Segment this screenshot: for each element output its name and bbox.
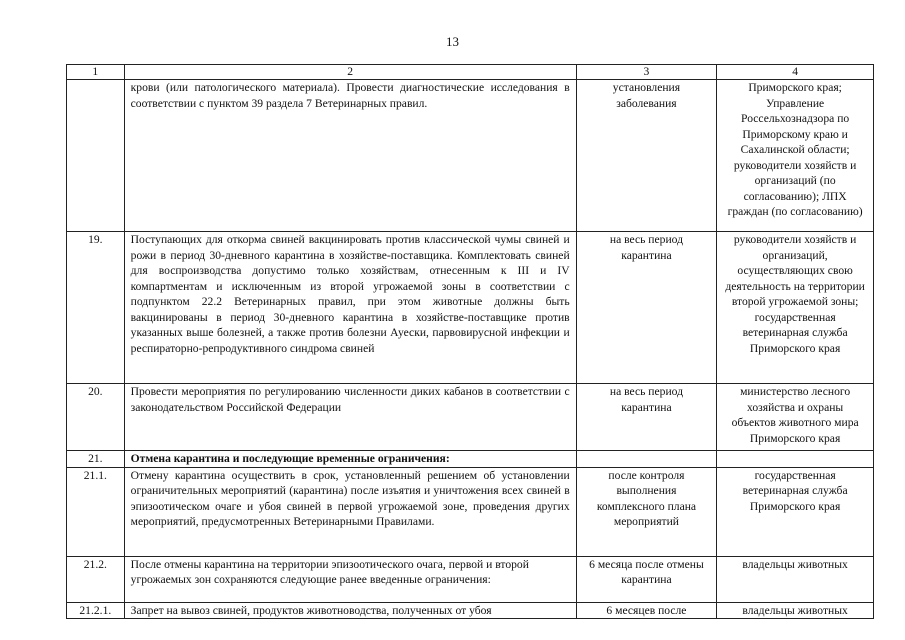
term-cell bbox=[576, 556, 717, 602]
responsible-line: ветеринарная служба bbox=[742, 326, 848, 339]
term-line: карантина bbox=[621, 248, 672, 262]
table-row bbox=[67, 451, 874, 468]
term-cell bbox=[576, 384, 717, 451]
responsible-cell bbox=[717, 451, 874, 468]
measure-text: Отмену карантина осуществить в срок, установленный решением об установлении ограничительных мероприятий (карантина) после изъятия и уничтожения всех свиней в эпизоотическом очаге и убоя свиней в первой угрожаемой зоне, проведения других мероприятий, предусмотренных Ветеринарными Правилами. bbox=[124, 467, 576, 556]
measure-text: Провести мероприятия по регулированию численности диких кабанов в соответствии с законодательством Российской Федерации bbox=[124, 384, 576, 451]
term-line: карантина bbox=[621, 573, 672, 586]
term-cell bbox=[576, 232, 717, 384]
responsible-line: Приморского края bbox=[749, 499, 841, 513]
responsible-line: Приморского края bbox=[749, 341, 841, 355]
section-heading: Отмена карантина и последующие временные ограничения: bbox=[124, 451, 576, 468]
responsible-line: руководители хозяйств и bbox=[733, 158, 857, 172]
responsible-line: ветеринарная служба bbox=[742, 484, 848, 497]
column-header: 4 bbox=[717, 65, 874, 80]
responsible-line: государственная bbox=[754, 468, 836, 482]
responsible-line: министерство лесного bbox=[740, 385, 851, 398]
row-number: 21. bbox=[67, 451, 125, 468]
table-row bbox=[67, 602, 874, 619]
responsible-cell bbox=[717, 384, 874, 451]
responsible-line: Приморского края bbox=[749, 431, 841, 445]
responsible-cell bbox=[717, 232, 874, 384]
table-row bbox=[67, 384, 874, 451]
measure-text: крови (или патологического материала). Провести диагностические исследования в соответствии с пунктом 39 раздела 7 Ветеринарных правил. bbox=[124, 80, 576, 232]
term-cell bbox=[576, 451, 717, 468]
responsible-line: хозяйства и охраны bbox=[747, 400, 844, 414]
responsible-cell: владельцы животных bbox=[717, 556, 874, 602]
responsible-line: организаций (по bbox=[754, 174, 836, 187]
column-header: 1 bbox=[67, 65, 125, 80]
responsible-cell: владельцы животных bbox=[717, 602, 874, 619]
row-number bbox=[67, 80, 125, 232]
term-line: заболевания bbox=[616, 96, 677, 110]
responsible-line: согласованию); ЛПХ bbox=[743, 189, 847, 203]
row-number: 21.2. bbox=[67, 556, 125, 602]
page-number: 13 bbox=[446, 34, 459, 49]
table-row bbox=[67, 232, 874, 384]
responsible-line: организаций, bbox=[762, 248, 828, 262]
term-line: 6 месяца после отмены bbox=[589, 557, 704, 571]
responsible-line: Россельхознадзора по bbox=[741, 112, 850, 125]
responsible-line: государственная bbox=[754, 310, 836, 324]
column-header: 2 bbox=[124, 65, 576, 80]
table-header-row bbox=[67, 65, 874, 80]
responsible-line: Приморскому краю и bbox=[742, 127, 848, 141]
table-row bbox=[67, 467, 874, 556]
term-line: на весь период bbox=[609, 233, 684, 246]
responsible-line: руководители хозяйств и bbox=[733, 233, 857, 246]
responsible-line: деятельность на территории bbox=[725, 279, 865, 293]
term-cell bbox=[576, 80, 717, 232]
responsible-line: осуществляющих свою bbox=[737, 264, 853, 277]
row-number: 20. bbox=[67, 384, 125, 451]
responsible-cell bbox=[717, 467, 874, 556]
term-line: после контроля bbox=[608, 468, 685, 482]
term-line: мероприятий bbox=[613, 515, 679, 528]
row-number: 19. bbox=[67, 232, 125, 384]
table-row bbox=[67, 80, 874, 232]
term-cell: 6 месяцев после bbox=[576, 602, 717, 619]
responsible-line: Приморского края; bbox=[748, 81, 842, 94]
row-number: 21.2.1. bbox=[67, 602, 125, 619]
responsible-cell bbox=[717, 80, 874, 232]
term-line: карантина bbox=[621, 400, 672, 414]
measure-text: Поступающих для откорма свиней вакцинировать против классической чумы свиней и рожи в период 30-дневного карантина в хозяйстве-поставщика. Комплектовать свиней для воспроизводства допустимо только хозяйствам, отнесенным к III и IV компартментам и исключенным из второй угрожаемой зоны в соответствии с подпунктом 22.2 Ветеринарных правил, при этом животные должны быть вакцинированы в период 30-дневного карантина в хозяйстве-поставщике против указанных выше болезней, а также против болезни Ауески, парвовирусной инфекции и респираторно-репродуктивного синдрома свиней bbox=[124, 232, 576, 384]
responsible-line: граждан (по согласованию) bbox=[727, 205, 863, 218]
responsible-line: объектов животного мира bbox=[731, 416, 859, 429]
term-line: комплексного плана bbox=[596, 499, 697, 513]
term-cell bbox=[576, 467, 717, 556]
responsible-line: Управление bbox=[766, 96, 825, 110]
responsible-line: второй угрожаемой зоны; bbox=[731, 295, 859, 308]
term-line: на весь период bbox=[609, 385, 684, 398]
measure-text: После отмены карантина на территории эпизоотического очага, первой и второй угрожаемых зон сохраняются следующие ранее введенные ограничения: bbox=[124, 556, 576, 602]
responsible-line: Сахалинской области; bbox=[740, 143, 850, 156]
measures-table bbox=[66, 64, 874, 619]
term-line: выполнения bbox=[616, 484, 677, 497]
column-header: 3 bbox=[576, 65, 717, 80]
term-line: установления bbox=[612, 81, 681, 94]
row-number: 21.1. bbox=[67, 467, 125, 556]
table-row bbox=[67, 556, 874, 602]
measure-text: Запрет на вывоз свиней, продуктов животноводства, полученных от убоя bbox=[124, 602, 576, 619]
